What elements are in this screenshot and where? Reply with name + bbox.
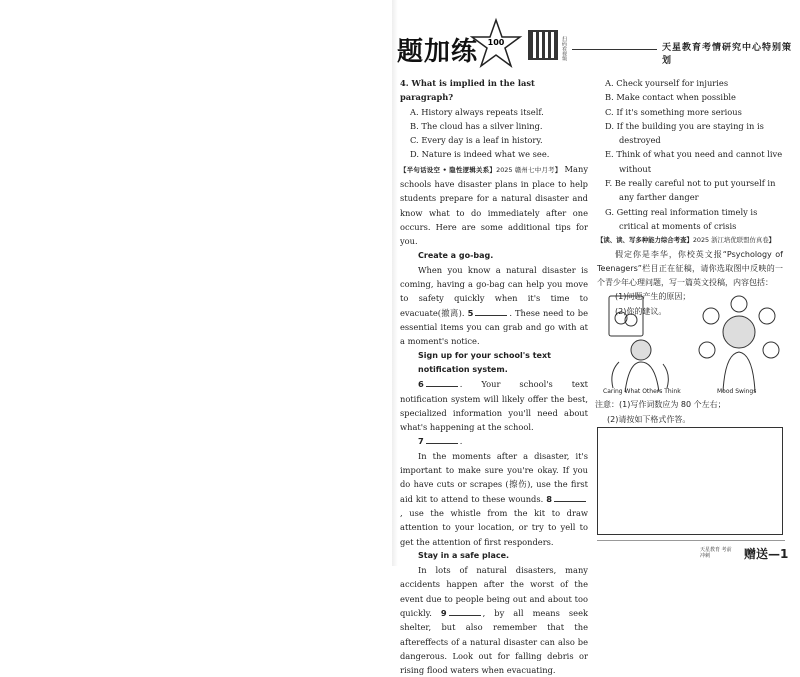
blank-5-number: 5 xyxy=(467,307,474,318)
note-2: (2)请按如下格式作答。 xyxy=(607,415,691,424)
q4-option-a: A. History always repeats itself. xyxy=(410,106,544,117)
note-1: 注意：(1)写作词数应为 80 个左右； xyxy=(595,400,726,409)
q4-option-b: B. The cloud has a silver lining. xyxy=(410,120,543,131)
blank-6-number: 6 xyxy=(418,379,424,390)
option-c: C. If it's something more serious xyxy=(605,106,742,117)
paragraph-notification: 6 . Your school's text notification system will likely offer the best, specialized information you'll need about what's happening at the school. xyxy=(400,379,588,433)
writing-prompt: 假定你是李华，你校英文报“Psychology of Teenagers”栏目正在征稿，请你选取图中反映的一个青少年心理问题，写一篇英文投稿，内容包括： xyxy=(597,249,783,288)
section-tag: 【半句话设空 • 隐性逻辑关系】 xyxy=(400,165,497,174)
paragraph-safe-place: In lots of natural disasters, many accidents happen after the worst of the event due to people being out and about too quickly. 9 , by all means seek shelter, but also remember that the aftereffects of a natural disaster can also be dangerous. Look out for falling debris or rising flood waters when evacuating. xyxy=(400,565,589,676)
caption-caring: Caring What Others Think xyxy=(603,388,681,395)
footer-badge: 天星教育 考前冲刺 xyxy=(700,547,732,559)
illustrations xyxy=(599,292,781,397)
paragraph-first-aid: In the moments after a disaster, it's important to make sure you're okay. If you do have cuts or scrapes (擦伤), use the first aid kit to attend to these wounds. 8, use the whistle from the kit to draw attention to your location, or try to yell to get the attention of first responders. xyxy=(400,450,588,547)
answer-box[interactable] xyxy=(597,427,783,535)
option-f: F. Be really careful not to put yourself in any farther danger xyxy=(605,178,776,203)
header-org: 天星教育考情研究中心特别策划 xyxy=(662,43,793,66)
heading-go-bag: Create a go-bag. xyxy=(418,250,494,260)
writing-tag: 【读、读、写多种能力综合考查】2025 浙江培优联盟仿真卷】 xyxy=(597,236,776,245)
option-d: D. If the building you are staying in is destroyed xyxy=(605,120,764,146)
q4-option-c: C. Every day is a leaf in history. xyxy=(410,135,543,146)
blank-7-number: 7 xyxy=(418,436,424,447)
paragraph-go-bag: When you know a natural disaster is coming, having a go-bag can help you move to safety quickly when it's time to evacuate(撤离). 5 . These need to be essential items you can grab and go with at a moment's notice. xyxy=(400,264,588,347)
blank-8[interactable] xyxy=(554,501,586,502)
passage-intro: 【半句话设空 • 隐性逻辑关系】2025 赣州七中月考】 Many schools have disaster plans in place to help students prepare for a natural disaster and know what to do immediately after one occurs. Here are some additional tips for you. xyxy=(400,163,589,247)
writing-point-1: (1)问题产生的原因； xyxy=(615,292,691,302)
caption-mood-swings: Mood Swings xyxy=(717,388,757,395)
heading-safe-place: Stay in a safe place. xyxy=(418,550,510,560)
qr-code-icon[interactable] xyxy=(528,30,558,60)
heading-notification: Sign up for your school's text notification system. xyxy=(418,350,551,374)
question-4-stem: 4. What is implied in the last paragraph? xyxy=(400,78,535,103)
blank-8-number: 8 xyxy=(546,493,552,504)
option-b: B. Make contact when possible xyxy=(605,92,736,103)
blank-7-line: 7 . xyxy=(418,436,463,447)
mood-swings-illustration xyxy=(699,296,779,392)
blank-left-page xyxy=(0,0,392,566)
q4-option-d: D. Nature is indeed what we see. xyxy=(410,149,550,160)
page-fold xyxy=(392,0,398,566)
page-title: 题加练 xyxy=(397,37,479,67)
option-a: A. Check yourself for injuries xyxy=(605,78,729,88)
section-tag-source: 2025 赣州七中月考 xyxy=(496,165,555,174)
blank-9[interactable] xyxy=(449,615,481,616)
star-logo-text: 100 xyxy=(487,38,505,47)
left-column xyxy=(400,76,588,677)
blank-5[interactable] xyxy=(475,315,507,316)
option-g: G. Getting real information timely is critical at moments of crisis xyxy=(605,206,758,231)
footer-rule xyxy=(597,540,785,541)
header-rule xyxy=(572,49,657,50)
option-e: E. Think of what you need and cannot live without xyxy=(605,149,783,174)
qr-caption: 扫码看视频 xyxy=(561,36,567,61)
blank-9-number: 9 xyxy=(440,607,447,618)
right-column xyxy=(597,76,783,319)
writing-point-2: (2)你的建议。 xyxy=(615,306,667,316)
blank-7[interactable] xyxy=(426,443,458,444)
caring-what-others-think-illustration xyxy=(609,296,668,392)
star-logo-icon xyxy=(470,18,522,70)
blank-6[interactable] xyxy=(426,386,458,387)
page-number-label: 赠送—1 xyxy=(744,547,789,561)
writing-notes xyxy=(595,397,785,427)
